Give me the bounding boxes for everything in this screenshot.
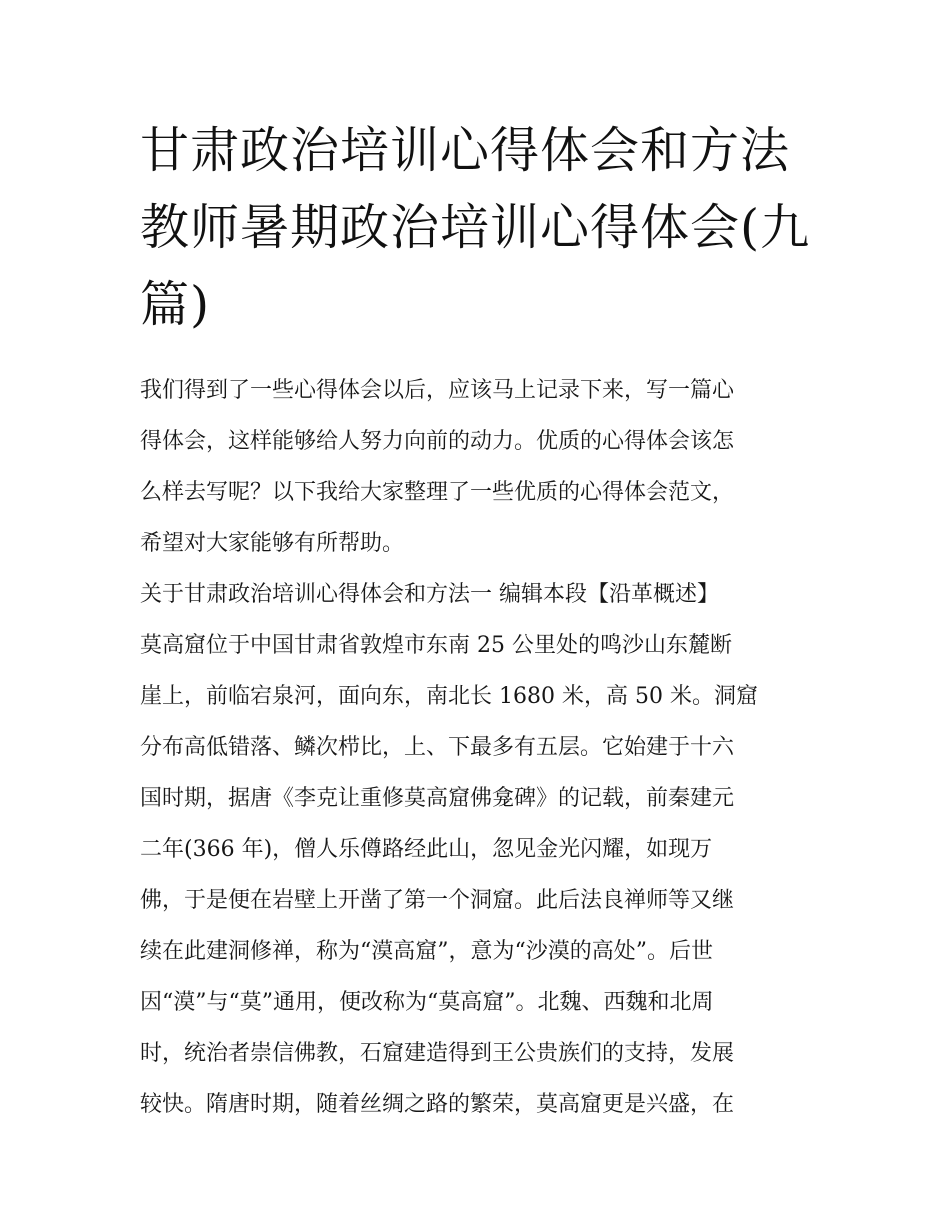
paragraph-line: 二年(366 年)，僧人乐僔路经此山，忽见金光闪耀，如现万: [140, 837, 713, 862]
section-heading-line: 关于甘肃政治培训心得体会和方法一 编辑本段【沿革概述】: [140, 582, 719, 607]
intro-line: 希望对大家能够有所帮助。: [140, 531, 405, 556]
paragraph-line: 续在此建洞修禅，称为“漠高窟”，意为“沙漠的高处”。后世: [140, 939, 713, 964]
paragraph-line: 分布高低错落、鳞次栉比，上、下最多有五层。它始建于十六: [140, 735, 735, 760]
intro-line: 得体会，这样能够给人努力向前的动力。优质的心得体会该怎: [140, 429, 735, 454]
paragraph-line: 较快。隋唐时期，随着丝绸之路的繁荣，莫高窟更是兴盛，在: [140, 1092, 735, 1117]
document-title: [140, 112, 820, 343]
intro-line: 么样去写呢？以下我给大家整理了一些优质的心得体会范文，: [140, 480, 735, 505]
intro-line: 我们得到了一些心得体会以后，应该马上记录下来，写一篇心: [140, 378, 735, 403]
paragraph-line: 时，统治者崇信佛教，石窟建造得到王公贵族们的支持，发展: [140, 1041, 735, 1066]
paragraph-line: 因“漠”与“莫”通用，便改称为“莫高窟”。北魏、西魏和北周: [140, 990, 714, 1015]
paragraph-line: 崖上，前临宕泉河，面向东，南北长 1680 米，高 50 米。洞窟: [140, 684, 758, 709]
document-page: [140, 112, 820, 1130]
paragraph-line: 佛，于是便在岩壁上开凿了第一个洞窟。此后法良禅师等又继: [140, 888, 735, 913]
title-line: 篇): [140, 276, 211, 333]
paragraph-line: 国时期，据唐《李克让重修莫高窟佛龛碑》的记载，前秦建元: [140, 786, 735, 811]
title-line: 教师暑期政治培训心得体会(九: [140, 199, 811, 256]
title-line: 甘肃政治培训心得体会和方法: [140, 122, 791, 179]
paragraph-line: 莫高窟位于中国甘肃省敦煌市东南 25 公里处的鸣沙山东麓断: [140, 633, 732, 658]
document-body: [140, 365, 820, 1130]
